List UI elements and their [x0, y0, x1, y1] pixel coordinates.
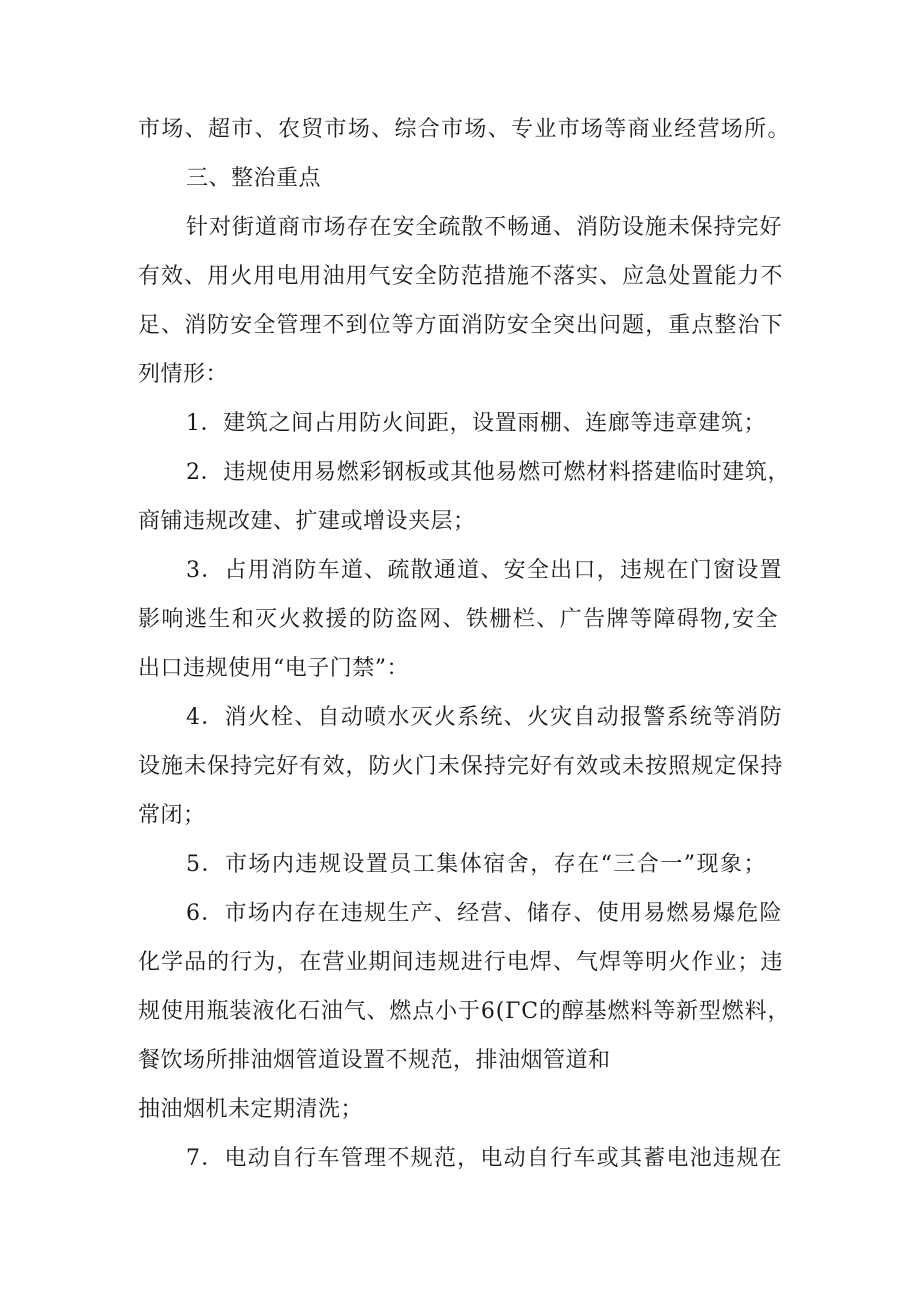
list-item-7: 7．电动自行车管理不规范，电动自行车或其蓄电池违规在 [186, 1146, 783, 1171]
section-heading: 三、整治重点 [186, 166, 322, 191]
paragraph-line: 影响逃生和灭火救援的防盗网、铁栅栏、广告牌等障碍物,安全 [138, 607, 779, 632]
paragraph-line: 常闭； [138, 803, 206, 828]
paragraph-line: 化学品的行为，在营业期间违规进行电焊、气焊等明火作业；违 [138, 950, 784, 975]
paragraph-line: 市场、超市、农贸市场、综合市场、专业市场等商业经营场所。 [138, 117, 791, 142]
list-item-5: 5．市场内违规设置员工集体宿舍，存在“三合一”现象； [186, 852, 767, 877]
list-item-6: 6．市场内存在违规生产、经营、储存、使用易燃易爆危险 [186, 901, 783, 926]
list-item-1: 1．建筑之间占用防火间距，设置雨棚、连廊等违章建筑； [186, 411, 767, 436]
list-item-2: 2．违规使用易燃彩钢板或其他易燃可燃材料搭建临时建筑， [186, 460, 791, 485]
paragraph-line: 规使用瓶装液化石油气、燃点小于6(ΓC的醇基燃料等新型燃料， [138, 999, 791, 1024]
paragraph-line: 餐饮场所排油烟管道设置不规范，排油烟管道和 [138, 1048, 611, 1073]
paragraph-line: 商铺违规改建、扩建或增设夹层； [138, 509, 476, 534]
paragraph-line: 设施未保持完好有效，防火门未保持完好有效或未按照规定保持 [138, 754, 784, 779]
paragraph-line: 针对街道商市场存在安全疏散不畅通、消防设施未保持完好 [186, 215, 783, 240]
list-item-3: 3．占用消防车道、疏散通道、安全出口，违规在门窗设置 [186, 558, 783, 583]
paragraph-line: 出口违规使用“电子门禁”： [138, 656, 409, 681]
paragraph-line: 足、消防安全管理不到位等方面消防安全突出问题，重点整治下 [138, 313, 784, 338]
paragraph-line: 抽油烟机未定期清洗； [138, 1097, 364, 1122]
paragraph-line: 有效、用火用电用油用气安全防范措施不落实、应急处置能力不 [138, 264, 784, 289]
paragraph-line: 列情形： [138, 362, 229, 387]
list-item-4: 4．消火栓、自动喷水灭火系统、火灾自动报警系统等消防 [186, 705, 783, 730]
